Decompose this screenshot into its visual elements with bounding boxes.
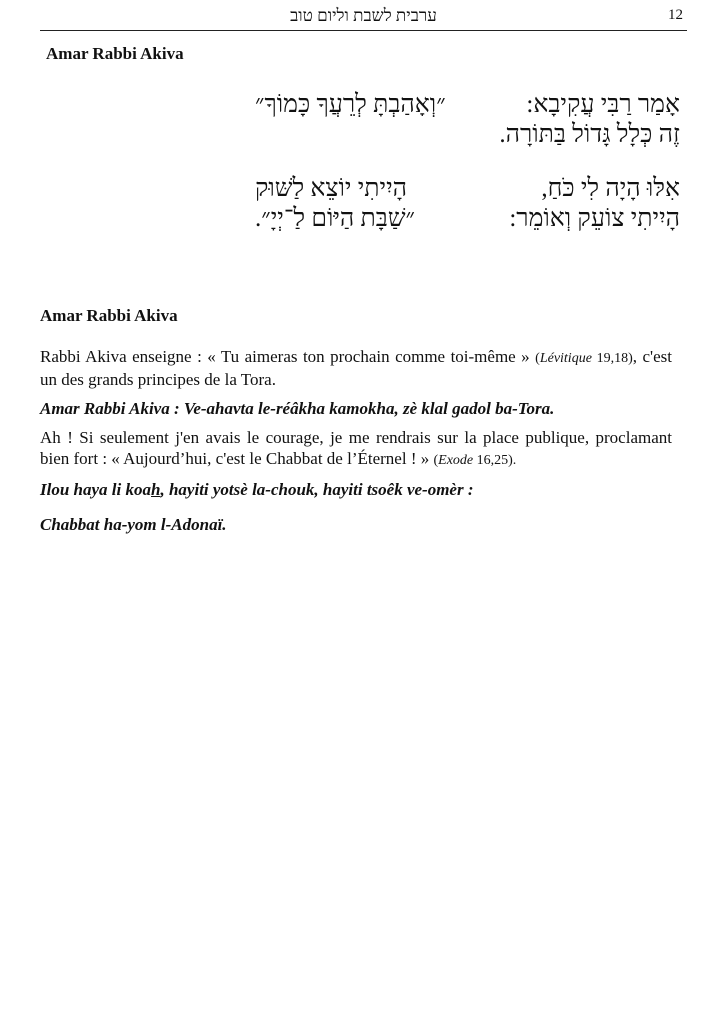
transliteration-2-c: , hayiti yotsè la-chouk, hayiti tsoêk ve-omèr : — [160, 480, 474, 499]
reference-2-book: Exode — [438, 453, 474, 468]
french-paragraph-2 — [40, 427, 672, 471]
hebrew-line-3 — [255, 174, 680, 204]
page-header — [40, 4, 687, 31]
hebrew-line-3-left: הָיִיתִי יוֹצֵא לַשּׁוּק — [255, 175, 408, 202]
transliteration-2 — [40, 479, 672, 500]
section-title-second: Amar Rabbi Akiva — [40, 306, 178, 325]
hebrew-line-4 — [255, 204, 680, 234]
french-paragraph-2-text: Ah ! Si seulement j'en avais le courage, je me rendrais sur la place publique, proclamant bien fort : « Aujourd’hui, c'est le Chabbat de l’Éternel ! » — [40, 428, 672, 468]
hebrew-stanza-2 — [255, 174, 680, 234]
reference-1-book: Lévitique — [539, 351, 592, 366]
hebrew-line-3-right: אִלּוּ הָיָה לִי כֹּחַ, — [541, 175, 680, 202]
french-paragraph-1-tail: , c'est un des grands principes de la Tora. — [40, 347, 672, 389]
french-paragraph-1-text: Rabbi Akiva enseigne : « Tu aimeras ton prochain comme toi-même » — [40, 347, 530, 366]
transliteration-2-a: Ilou haya li koa — [40, 480, 151, 499]
hebrew-stanza-1 — [255, 90, 680, 150]
reference-1-verse: 19,18) — [591, 351, 633, 366]
transliteration-2-underlined: h — [151, 480, 161, 499]
hebrew-line-1 — [255, 90, 680, 120]
french-translation — [40, 346, 672, 543]
reference-2-verse: 16,25). — [473, 453, 517, 468]
reference-1: (Lévitique 19,18) — [535, 351, 633, 366]
transliteration-3: Chabbat ha-yom l-Adonaï. — [40, 515, 227, 534]
hebrew-line-4-left: ״שַׁבָּת הַיּוֹם לַ־יְיָ״. — [255, 205, 416, 232]
page-number: 12 — [668, 7, 683, 23]
section-title-top: Amar Rabbi Akiva — [46, 44, 184, 63]
hebrew-line-4-right: הָיִיתִי צוֹעֵק וְאוֹמֵר: — [509, 205, 680, 232]
french-paragraph-1 — [40, 346, 672, 390]
running-title: ערבית לשבת וליום טוב — [290, 6, 437, 25]
hebrew-line-1-left: ״וְאָהַבְתָּ לְרֵעֲךָ כָּמוֹךָ״ — [255, 91, 446, 118]
transliteration-1: Amar Rabbi Akiva : Ve-ahavta le-réâkha kamokha, zè klal gadol ba-Tora. — [40, 399, 555, 418]
hebrew-line-1-right: אָמַר רַבִּי עֲקִיבָא: — [526, 91, 680, 118]
reference-2: (Exode 16,25). — [433, 453, 517, 468]
hebrew-line-2-text: זֶה כְּלָל גָּדוֹל בַּתּוֹרָה. — [499, 121, 680, 148]
hebrew-line-2 — [255, 120, 680, 150]
